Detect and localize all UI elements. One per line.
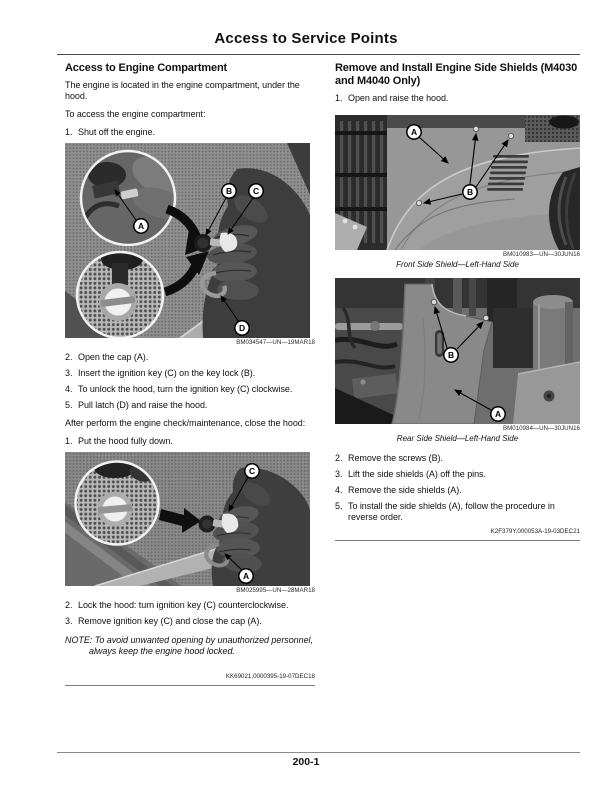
svg-text:C: C: [252, 186, 260, 197]
step-text: Lift the side shields (A) off the pins.: [348, 469, 486, 479]
section-end-rule-right: [335, 540, 580, 541]
step-text: To install the side shields (A), follow the procedure in reverse order.: [348, 501, 555, 522]
svg-text:A: A: [242, 571, 250, 582]
rear-side-shield-illustration: [335, 278, 580, 424]
figure-hood-close: [65, 452, 315, 594]
callout-c: [249, 184, 263, 198]
figure-hood-open: [65, 143, 315, 346]
left-column: [65, 62, 315, 686]
footer-rule: [57, 752, 580, 753]
step-item: [65, 600, 315, 611]
callout-b: [463, 185, 477, 199]
step-text: Open the cap (A).: [78, 352, 149, 362]
paragraph: The engine is located in the engine compartment, under the hood.: [65, 80, 300, 101]
page-number: 200-1: [292, 756, 320, 768]
figure-caption: BM034547—UN—19MAR18: [236, 339, 315, 346]
step-number: 5.: [65, 400, 73, 410]
step-text: Open and raise the hood.: [348, 93, 449, 103]
step-item: [335, 453, 580, 464]
step-item: [65, 384, 315, 395]
step-number: 2.: [335, 453, 343, 463]
step-number: 2.: [65, 600, 73, 610]
page-title: Access to Service Points: [214, 30, 398, 47]
step-item: [65, 368, 315, 379]
paragraph: After perform the engine check/maintenance, close the hood:: [65, 418, 306, 428]
step-item: [65, 616, 315, 627]
note-text: To avoid unwanted opening by unauthorized personnel, always keep the engine hood locked.: [89, 635, 313, 656]
callout-a: [134, 219, 148, 233]
step-item: [65, 352, 315, 363]
step-item: [65, 400, 315, 411]
step-number: 3.: [335, 469, 343, 479]
svg-text:D: D: [238, 323, 246, 334]
step-item: [335, 485, 580, 496]
doc-code: KK69021,0000395-19-07DEC18: [225, 673, 315, 680]
step-text: Shut off the engine.: [78, 127, 155, 137]
callout-a: [491, 407, 505, 421]
doc-code: K2F379Y,000053A-19-03DEC21: [490, 528, 580, 535]
paragraph: To access the engine compartment:: [65, 109, 206, 119]
hood-close-illustration: [65, 452, 310, 586]
svg-text:A: A: [494, 409, 502, 420]
step-text: Put the hood fully down.: [78, 436, 173, 446]
header-rule: [57, 54, 580, 55]
front-side-shield-illustration: [335, 115, 580, 250]
step-item: [335, 501, 580, 523]
step-text: Insert the ignition key (C) on the key lock (B).: [78, 368, 256, 378]
step-item: [65, 127, 315, 138]
note: [65, 635, 315, 657]
figure-caption: BM010983—UN—30JUN16: [502, 251, 580, 258]
step-number: 5.: [335, 501, 343, 511]
step-number: 4.: [65, 384, 73, 394]
section-heading-engine-compartment: Access to Engine Compartment: [65, 62, 228, 74]
figure-caption: BM010984—UN—30JUN16: [502, 425, 580, 432]
step-text: Remove the screws (B).: [348, 453, 443, 463]
callout-a: [407, 125, 421, 139]
step-text: Remove the side shields (A).: [348, 485, 462, 495]
figure-subcaption: Front Side Shield—Left-Hand Side: [396, 260, 519, 269]
svg-text:B: B: [225, 186, 233, 197]
svg-text:B: B: [466, 187, 474, 198]
step-item: [335, 469, 580, 480]
hood-open-illustration: [65, 143, 310, 338]
note-label: NOTE:: [65, 635, 93, 645]
svg-text:A: A: [410, 127, 418, 138]
step-number: 4.: [335, 485, 343, 495]
step-number: 3.: [65, 368, 73, 378]
step-number: 1.: [65, 436, 73, 446]
callout-a: [239, 569, 253, 583]
step-number: 1.: [335, 93, 343, 103]
right-column: [335, 62, 580, 541]
section-heading-side-shields: Remove and Install Engine Side Shields (M4030 and M4040 Only): [335, 62, 578, 87]
figure-subcaption: Rear Side Shield—Left-Hand Side: [396, 434, 519, 443]
step-text: Lock the hood: turn ignition key (C) counterclockwise.: [78, 600, 289, 610]
callout-d: [235, 321, 249, 335]
figure-rear-side-shield: [335, 278, 580, 444]
step-number: 1.: [65, 127, 73, 137]
section-end-rule-left: [65, 685, 315, 686]
svg-text:A: A: [137, 221, 145, 232]
mirror: [549, 116, 579, 129]
figure-front-side-shield: [335, 115, 580, 270]
step-item: [335, 93, 580, 104]
svg-text:C: C: [248, 466, 256, 477]
step-number: 3.: [65, 616, 73, 626]
step-text: Pull latch (D) and raise the hood.: [78, 400, 208, 410]
step-number: 2.: [65, 352, 73, 362]
callout-c: [245, 464, 259, 478]
step-text: To unlock the hood, turn the ignition key (C) clockwise.: [78, 384, 293, 394]
step-item: [65, 436, 315, 447]
step-text: Remove ignition key (C) and close the cap (A).: [78, 616, 262, 626]
figure-caption: BM025995—UN—28MAR18: [236, 587, 315, 594]
svg-text:B: B: [447, 350, 455, 361]
callout-b: [222, 184, 236, 198]
callout-b: [444, 348, 458, 362]
